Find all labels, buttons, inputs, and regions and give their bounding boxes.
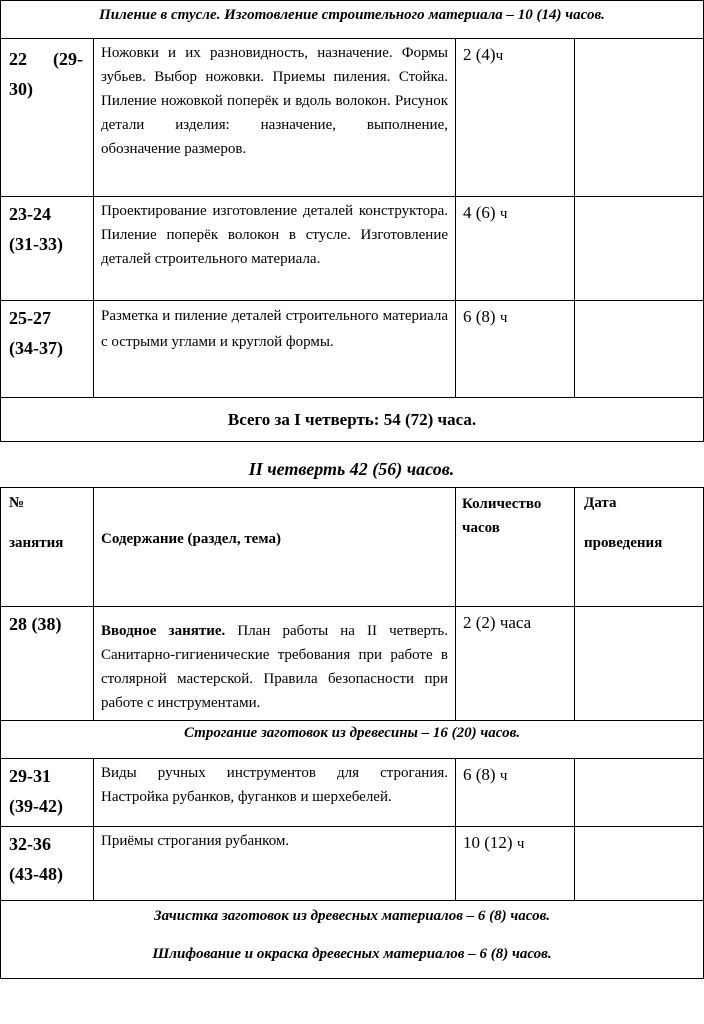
lesson-number (1, 39, 94, 197)
lesson-number-part: 29-31 (9, 766, 51, 786)
hours-unit: ч (516, 836, 525, 852)
header-content-label: Содержание (раздел, тема) (101, 531, 281, 547)
table-row (1, 197, 704, 301)
header-date (575, 488, 704, 607)
hours-value: 10 (12) (463, 833, 513, 852)
lesson-content: Проектирование изготовление деталей конструктора. Пиление поперёк волокон в стусле. Изготовление деталей строительного материала. (94, 197, 456, 301)
lesson-date (575, 759, 704, 827)
header-num-symbol: № (9, 495, 25, 511)
lesson-number-part: (31-33) (9, 234, 63, 254)
lesson-date (575, 301, 704, 398)
quarter2-table (0, 487, 704, 979)
lesson-hours (456, 827, 575, 901)
hours-unit: ч (499, 310, 508, 326)
section-title-sawing (1, 1, 704, 39)
lesson-number (1, 759, 94, 827)
lesson-number-part: (34-37) (9, 338, 63, 358)
header-hours-line: часов (462, 520, 500, 536)
lesson-date (575, 197, 704, 301)
lesson-date (575, 827, 704, 901)
header-date-line: Дата (584, 495, 617, 511)
lesson-content (94, 607, 456, 721)
header-lesson-number (1, 488, 94, 607)
header-date-line: проведения (584, 535, 663, 551)
quarter1-total: Всего за I четверть: 54 (72) часа. (1, 398, 704, 442)
quarter2-title: II четверть 42 (56) часов. (248, 459, 455, 479)
hours-value: 6 (8) (463, 307, 496, 326)
table-row (1, 827, 704, 901)
hours-unit: ч (495, 48, 504, 64)
hours-value: 4 (6) (463, 203, 496, 222)
lesson-hours (456, 301, 575, 398)
table-header-row (1, 488, 704, 607)
lesson-content: Разметка и пиление деталей строительного материала с острыми углами и круглой формы. (94, 301, 456, 398)
lesson-date (575, 39, 704, 197)
lesson-number-part: 23-24 (9, 204, 51, 224)
header-content (94, 488, 456, 607)
hours-unit: ч (499, 206, 508, 222)
section-title-cleaning: Зачистка заготовок из древесных материалов – 6 (8) часов. (153, 908, 551, 924)
lesson-hours (456, 759, 575, 827)
lesson-number: 28 (38) (1, 607, 94, 721)
lesson-number-part: 30) (9, 79, 33, 99)
lesson-number-part: 32-36 (9, 834, 51, 854)
table-row (1, 301, 704, 398)
lesson-content-text: План работы на II четверть. Санитарно-гигиенические требования при работе в столярной мастерской. Правила безопасности при работе с инструментами. (101, 623, 448, 711)
table-row (1, 759, 704, 827)
hours-value: 2 (4) (463, 45, 496, 64)
table-row (1, 39, 704, 197)
header-hours-line: Количество (462, 496, 542, 512)
hours-value: 6 (8) (463, 765, 496, 784)
lesson-hours: 2 (2) часа (456, 607, 575, 721)
lesson-number (1, 197, 94, 301)
lesson-number-part: 25-27 (9, 308, 51, 328)
lesson-date (575, 607, 704, 721)
table-row (1, 607, 704, 721)
lesson-content: Ножовки и их разновидность, назначение. Формы зубьев. Выбор ножовки. Приемы пиления. Стойка. Пиление ножовкой поперёк и вдоль волокон. Рисунок детали изделия: назначение, выполнение, обозначение размеров. (94, 39, 456, 197)
header-hours (456, 488, 575, 607)
lesson-hours (456, 39, 575, 197)
lesson-number-part: (29- (53, 49, 83, 69)
section-title-sawing-text: Пиление в стусле. Изготовление строительного материала – 10 (14) часов. (99, 7, 605, 23)
lesson-number (1, 827, 94, 901)
lesson-content: Виды ручных инструментов для строгания. Настройка рубанков, фуганков и шерхебелей. (94, 759, 456, 827)
hours-unit: ч (499, 768, 508, 784)
header-num-label: занятия (9, 535, 64, 551)
section-title-planing: Строгание заготовок из древесины – 16 (20) часов. (1, 721, 704, 759)
lesson-number-part: (39-42) (9, 796, 63, 816)
lesson-number-part: 22 (9, 49, 27, 69)
section-title-finishing (1, 901, 704, 979)
lesson-content: Приёмы строгания рубанком. (94, 827, 456, 901)
lesson-content-bold: Вводное занятие. (101, 623, 226, 639)
lesson-number-part: (43-48) (9, 864, 63, 884)
quarter1-table (0, 0, 704, 442)
lesson-number (1, 301, 94, 398)
lesson-hours (456, 197, 575, 301)
section-title-sanding: Шлифование и окраска древесных материалов – 6 (8) часов. (152, 946, 552, 962)
